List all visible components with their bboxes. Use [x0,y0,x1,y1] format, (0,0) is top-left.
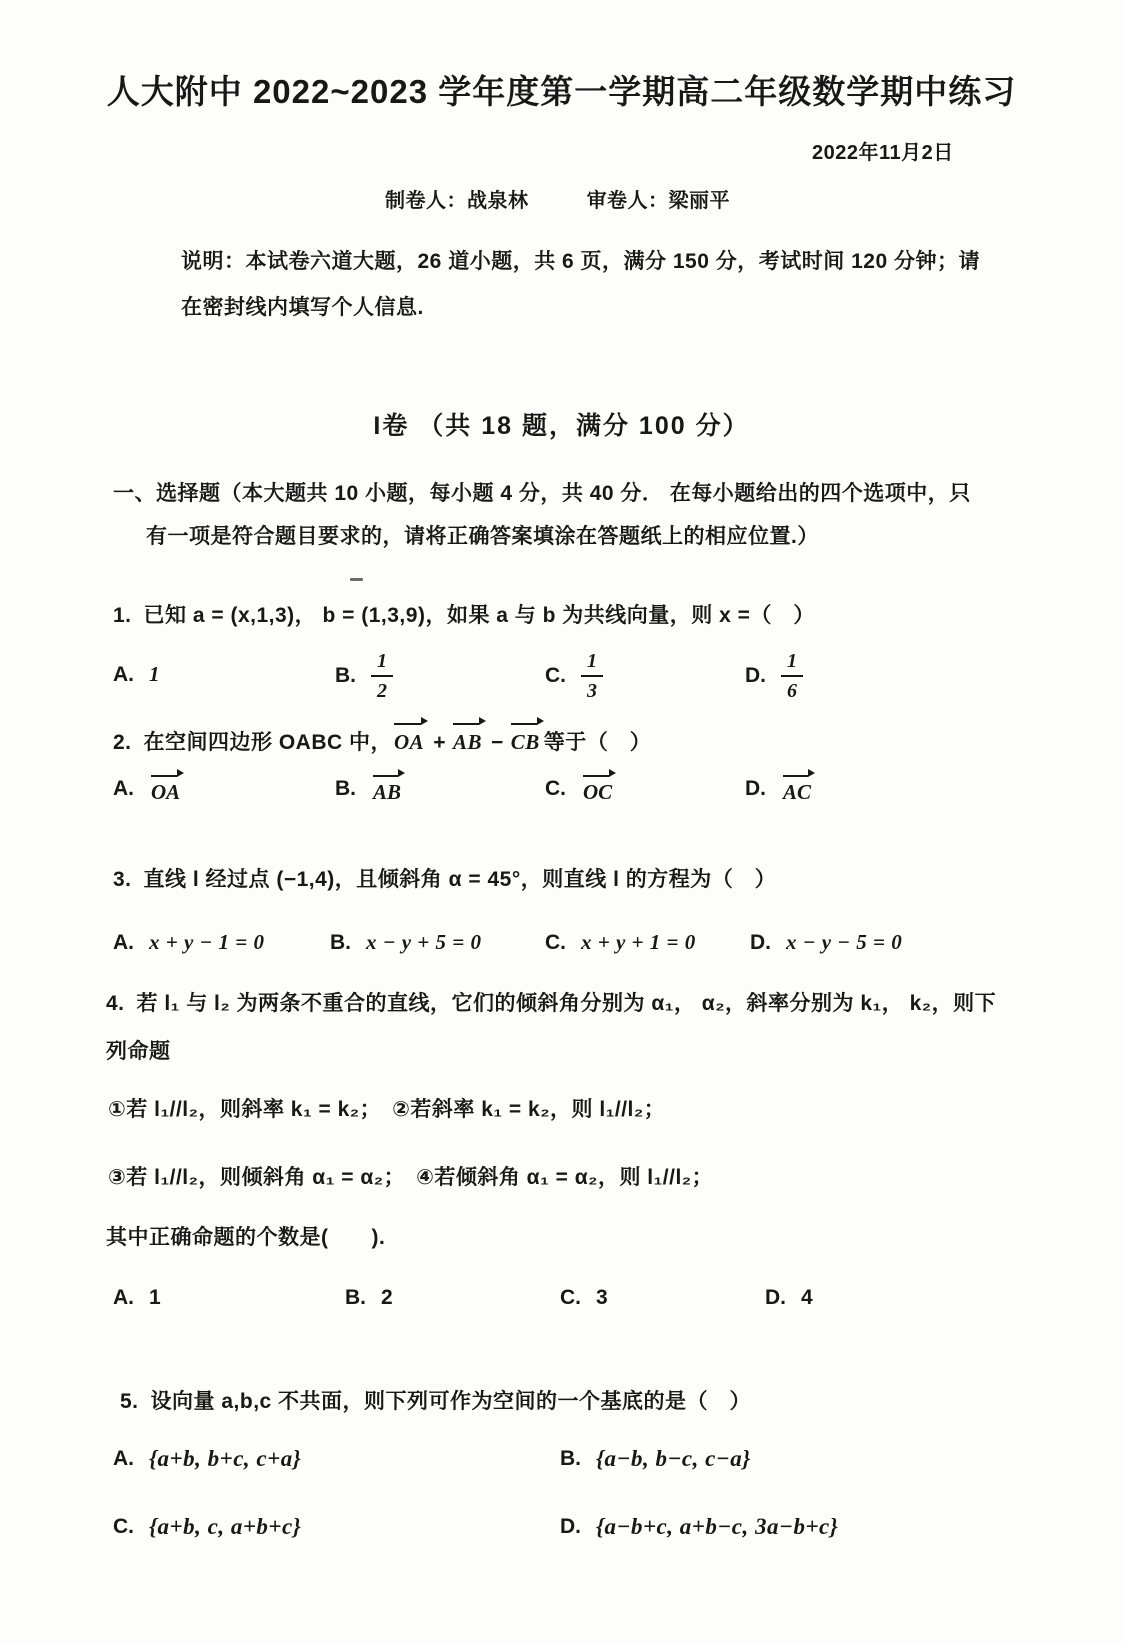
option-label: A. [113,776,134,800]
option-label: B. [335,776,356,800]
paper-makers [385,188,730,215]
question-5-option-a [113,1446,301,1472]
scan-artifact-dash [350,578,363,581]
option-label: D. [765,1286,786,1309]
question-2-option-c [545,772,616,805]
vector-option: AB [371,772,405,805]
vector-option: OA [149,772,184,805]
exam-note-line2: 在密封线内填写个人信息. [181,296,424,319]
fraction [371,649,393,703]
fraction-denominator: 6 [787,680,797,702]
question-4-option-a [113,1286,161,1310]
question-2-option-a [113,772,184,805]
option-set: {a−b+c, a+b−c, 3a−b+c} [596,1514,839,1539]
option-label: D. [750,930,771,954]
option-label: B. [560,1447,581,1470]
question-3-option-c [545,930,696,955]
fraction-numerator: 1 [781,649,803,677]
question-1-stem [113,602,815,630]
question-4-option-d [765,1286,813,1310]
option-label: A. [113,1447,134,1470]
exam-note-line1: 说明：本试卷六道大题，26 道小题，共 6 页，满分 150 分，考试时间 120 分钟；请 [181,250,980,273]
operator-plus: + [433,731,446,754]
option-equation: x + y − 1 = 0 [149,930,265,954]
question-4-stem-line3: 其中正确命题的个数是( ). [106,1226,386,1249]
question-5-option-d [560,1514,838,1540]
question-4-text-line1: 若 l₁ 与 l₂ 为两条不重合的直线，它们的倾斜角分别为 α₁， α₂，斜率分别为 k₁， k₂，则下 [136,992,997,1015]
vector-oa: OA [392,720,428,756]
question-4-proposition-line1: ①若 l₁//l₂，则斜率 k₁ = k₂； ②若斜率 k₁ = k₂，则 l₁//l₂； [108,1098,666,1121]
option-label: A. [113,662,134,686]
option-value: 1 [149,662,160,686]
option-label: D. [745,664,766,687]
question-2-stem [113,720,651,757]
fraction-numerator: 1 [581,649,603,677]
vector-option: AC [781,772,815,805]
fraction-numerator: 1 [371,649,393,677]
option-label: B. [345,1286,366,1309]
option-value: 3 [596,1286,608,1309]
question-3-stem [113,866,776,894]
option-label: C. [560,1286,581,1309]
option-value: 1 [149,1286,161,1309]
vector-ab: AB [451,720,486,756]
option-value: 4 [801,1286,813,1309]
option-label: D. [745,776,766,800]
question-5-stem [120,1388,751,1416]
question-4-stem-line1 [106,990,996,1018]
question-4-proposition-line2: ③若 l₁//l₂，则倾斜角 α₁ = α₂； ④若倾斜角 α₁ = α₂，则 l₁//l₂； [108,1166,714,1189]
question-2-option-d [745,772,815,805]
question-3-option-b [330,930,481,955]
question-3-option-d [750,930,902,955]
question-2-text-pre: 在空间四边形 OABC 中， [143,731,393,754]
part1-heading: I卷 （共 18 题，满分 100 分） [373,412,750,440]
question-4-option-b [345,1286,393,1310]
question-1-option-a [113,662,160,687]
exam-date: 2022年11月2日 [812,142,954,164]
fraction-denominator: 2 [377,680,387,702]
question-3-option-a [113,930,264,955]
operator-minus: − [490,731,504,754]
question-3-number: 3. [113,868,132,891]
fraction [781,649,803,703]
question-5-text: 设向量 a,b,c 不共面，则下列可作为空间的一个基底的是（ ） [150,1390,752,1413]
option-value: 2 [381,1286,393,1309]
question-4-option-c [560,1286,608,1310]
setter-label: 制卷人：战泉林 [385,190,529,212]
question-2-option-b [335,772,405,805]
question-1-option-c [545,645,603,707]
vector-cb: CB [509,720,544,756]
option-label: B. [335,664,356,687]
option-label: C. [113,1515,134,1538]
question-2-text-post: 等于（ ） [543,731,652,754]
reviewer-label: 审卷人：梁丽平 [586,190,731,212]
question-1-text: 已知 a = (x,1,3)， b = (1,3,9)，如果 a 与 b 为共线向量，则 x =（ ） [143,604,815,627]
question-1-option-d [745,645,803,707]
question-5-option-b [560,1446,751,1472]
option-label: C. [545,776,566,800]
section1-heading-line1: 一、选择题（本大题共 10 小题，每小题 4 分，共 40 分． 在每小题给出的四个选项中，只 [113,482,971,505]
question-1-number: 1. [113,604,132,627]
vector-option: OC [581,772,616,805]
option-set: {a+b, b+c, c+a} [149,1446,302,1471]
option-equation: x + y + 1 = 0 [581,930,696,954]
question-4-stem-line2: 列命题 [106,1040,171,1063]
question-5-number: 5. [120,1390,139,1413]
question-3-text: 直线 l 经过点 (−1,4)，且倾斜角 α = 45°，则直线 l 的方程为（ ） [143,868,777,891]
page-title: 人大附中 2022~2023 学年度第一学期高二年级数学期中练习 [106,73,1017,110]
fraction [581,649,603,703]
question-2-number: 2. [113,731,132,754]
option-equation: x − y + 5 = 0 [366,930,482,954]
option-label: D. [560,1515,581,1538]
option-set: {a−b, b−c, c−a} [596,1446,751,1471]
section1-heading-line2: 有一项是符合题目要求的，请将正确答案填涂在答题纸上的相应位置.） [146,525,819,548]
option-label: B. [330,930,351,954]
option-label: A. [113,930,134,954]
option-equation: x − y − 5 = 0 [786,930,903,954]
option-set: {a+b, c, a+b+c} [149,1514,302,1539]
fraction-denominator: 3 [587,680,597,702]
question-4-number: 4. [106,992,125,1015]
option-label: C. [545,930,566,954]
option-label: C. [545,664,566,687]
question-1-option-b [335,645,393,707]
question-5-option-c [113,1514,301,1540]
option-label: A. [113,1286,134,1309]
